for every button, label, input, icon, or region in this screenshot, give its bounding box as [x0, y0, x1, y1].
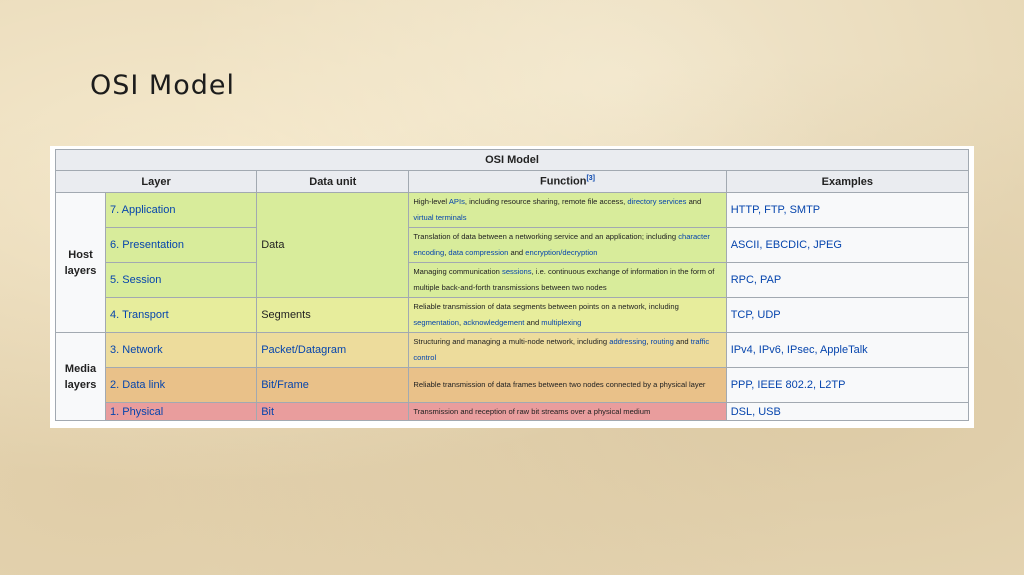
layer-cell: [106, 263, 257, 298]
function-link[interactable]: character encoding: [413, 232, 710, 257]
osi-model-table: [55, 149, 969, 421]
examples-cell: [726, 298, 968, 333]
group-host-layers: Host layers: [56, 193, 106, 333]
layer-cell: [106, 228, 257, 263]
function-text: and: [508, 248, 526, 257]
function-link[interactable]: routing: [650, 337, 674, 346]
function-link[interactable]: traffic control: [413, 337, 710, 362]
examples-links[interactable]: IPv4, IPv6, IPsec, AppleTalk: [730, 344, 868, 356]
function-cell: [409, 333, 726, 368]
slide-title: OSI Model: [90, 70, 236, 101]
examples-cell: [726, 263, 968, 298]
function-text: and: [686, 197, 702, 206]
layer-cell: [106, 193, 257, 228]
function-text: and: [524, 318, 542, 327]
data-unit-link[interactable]: Bit: [261, 405, 275, 418]
examples-links[interactable]: ASCII, EBCDIC, JPEG: [730, 239, 842, 251]
function-text: Transmission and reception of raw bit streams over a physical medium: [413, 406, 651, 416]
table-row: [56, 263, 969, 298]
function-cell: [409, 193, 726, 228]
function-text: Reliable transmission of data segments between points on a network, including: [413, 302, 679, 311]
function-text: Managing communication: [413, 267, 503, 276]
table-caption: OSI Model: [56, 150, 969, 171]
table-header-row: [56, 171, 969, 193]
osi-table-frame: [50, 146, 974, 428]
data-unit-link[interactable]: Packet/Datagram: [261, 344, 347, 356]
function-link[interactable]: segmentation: [413, 318, 459, 327]
function-link[interactable]: data compression: [448, 248, 509, 257]
function-text: Structuring and managing a multi-node network, including: [413, 337, 610, 346]
data-unit-cell: Data: [257, 193, 409, 298]
data-unit-cell: [257, 333, 409, 368]
examples-links[interactable]: HTTP, FTP, SMTP: [730, 204, 821, 216]
function-cell: [409, 368, 726, 403]
function-text: Translation of data between a networking service and an application; including: [413, 232, 679, 241]
function-text: High-level: [413, 197, 449, 206]
table-row: [56, 368, 969, 403]
function-cell: [409, 298, 726, 333]
function-text: ,: [646, 337, 651, 346]
table-caption-row: [56, 150, 969, 171]
layer-link[interactable]: 1. Physical: [110, 405, 164, 418]
function-text: , including resource sharing, remote file access,: [464, 197, 628, 206]
layer-link[interactable]: 7. Application: [110, 204, 176, 216]
examples-cell: [726, 368, 968, 403]
examples-links[interactable]: PPP, IEEE 802.2, L2TP: [730, 379, 846, 391]
layer-cell: [106, 368, 257, 403]
function-text: ,: [444, 248, 449, 257]
function-link[interactable]: directory services: [627, 197, 687, 206]
function-link[interactable]: virtual terminals: [413, 213, 467, 222]
layer-link[interactable]: 5. Session: [110, 274, 162, 286]
function-link[interactable]: encryption/decryption: [525, 248, 598, 257]
table-row: [56, 403, 969, 421]
function-link[interactable]: multiplexing: [541, 318, 582, 327]
table-row: [56, 298, 969, 333]
function-link[interactable]: sessions: [502, 267, 532, 276]
examples-cell: [726, 228, 968, 263]
function-link[interactable]: addressing: [609, 337, 647, 346]
header-function: [409, 171, 726, 193]
layer-link[interactable]: 6. Presentation: [110, 239, 185, 251]
layer-cell: [106, 333, 257, 368]
function-text: and: [673, 337, 691, 346]
function-text: Reliable transmission of data frames between two nodes connected by a physical layer: [413, 380, 706, 389]
function-cell: [409, 228, 726, 263]
function-link[interactable]: APIs: [448, 197, 465, 206]
table-row: [56, 193, 969, 228]
table-row: [56, 333, 969, 368]
layer-cell: [106, 298, 257, 333]
layer-cell: [106, 403, 257, 421]
header-data-unit: Data unit: [257, 171, 409, 193]
layer-link[interactable]: 4. Transport: [110, 309, 169, 321]
examples-links[interactable]: TCP, UDP: [730, 309, 781, 321]
function-link[interactable]: acknowledgement: [463, 318, 525, 327]
group-media-layers: Media layers: [56, 333, 106, 421]
header-layer: Layer: [56, 171, 257, 193]
header-function-ref-link[interactable]: [3]: [586, 175, 596, 183]
data-unit-cell: [257, 403, 409, 421]
examples-cell: [726, 333, 968, 368]
data-unit-cell: Segments: [257, 298, 409, 333]
data-unit-cell: [257, 368, 409, 403]
function-cell: [409, 263, 726, 298]
examples-cell: [726, 403, 968, 421]
header-examples: Examples: [726, 171, 968, 193]
layer-link[interactable]: 3. Network: [110, 344, 163, 356]
table-row: [56, 228, 969, 263]
function-text: , i.e. continuous exchange of information in the form of multiple back-and-forth transmissions between two nodes: [413, 267, 715, 292]
examples-links[interactable]: RPC, PAP: [730, 274, 782, 286]
function-cell: [409, 403, 726, 421]
layer-link[interactable]: 2. Data link: [110, 379, 166, 391]
data-unit-link[interactable]: Bit/Frame: [261, 379, 309, 391]
function-text: ,: [458, 318, 464, 327]
header-function-label: Function: [540, 175, 587, 188]
examples-cell: [726, 193, 968, 228]
examples-links[interactable]: DSL, USB: [730, 405, 781, 418]
